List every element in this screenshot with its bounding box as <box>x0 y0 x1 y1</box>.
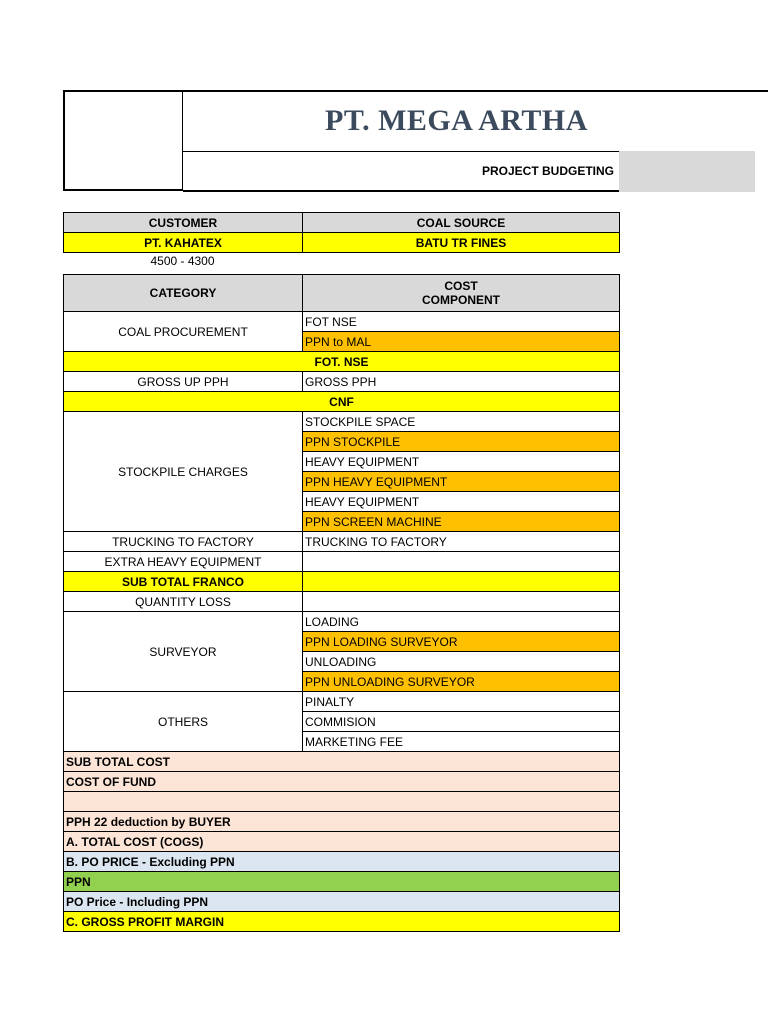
category-header: CATEGORY <box>64 275 303 312</box>
item-ppn-unloading-surveyor: PPN UNLOADING SURVEYOR <box>303 672 620 692</box>
item-fot-nse: FOT NSE <box>303 312 620 332</box>
item-ppn-stockpile: PPN STOCKPILE <box>303 432 620 452</box>
item-loading: LOADING <box>303 612 620 632</box>
cost-table <box>63 274 620 932</box>
item-extra-heavy-equipment-empty <box>303 552 620 572</box>
coal-spec: 4500 - 4300 <box>150 254 215 268</box>
cost-component-header <box>303 275 620 312</box>
item-pinalty: PINALTY <box>303 692 620 712</box>
row-po-price-excl: B. PO PRICE - Excluding PPN <box>64 852 620 872</box>
customer-header: CUSTOMER <box>64 213 303 233</box>
item-unloading: UNLOADING <box>303 652 620 672</box>
item-stockpile-space: STOCKPILE SPACE <box>303 412 620 432</box>
row-pph22: PPH 22 deduction by BUYER <box>64 812 620 832</box>
item-commision: COMMISION <box>303 712 620 732</box>
coal-source-header: COAL SOURCE <box>303 213 620 233</box>
cost-header-line2: COMPONENT <box>422 293 500 307</box>
customer-value: PT. KAHATEX <box>64 233 303 253</box>
row-sub-total-cost: SUB TOTAL COST <box>64 752 620 772</box>
item-heavy-equipment: HEAVY EQUIPMENT <box>303 452 620 472</box>
category-others: OTHERS <box>64 692 303 752</box>
category-gross-up-pph: GROSS UP PPH <box>64 372 303 392</box>
subtotal-fot-nse: FOT. NSE <box>64 352 620 372</box>
cost-header-line1: COST <box>444 279 478 293</box>
subtotal-cnf: CNF <box>64 392 620 412</box>
row-ppn: PPN <box>64 872 620 892</box>
project-budgeting-label: PROJECT BUDGETING <box>482 164 615 178</box>
row-blank <box>64 792 620 812</box>
category-coal-procurement: COAL PROCUREMENT <box>64 312 303 352</box>
logo-box <box>63 90 183 191</box>
row-po-price-incl: PO Price - Including PPN <box>64 892 620 912</box>
item-quantity-loss-empty <box>303 592 620 612</box>
category-trucking: TRUCKING TO FACTORY <box>64 532 303 552</box>
title-row <box>183 90 768 151</box>
subtotal-franco: SUB TOTAL FRANCO <box>64 572 303 592</box>
category-stockpile-charges: STOCKPILE CHARGES <box>64 412 303 532</box>
item-ppn-loading-surveyor: PPN LOADING SURVEYOR <box>303 632 620 652</box>
item-gross-pph: GROSS PPH <box>303 372 620 392</box>
item-ppn-to-mal: PPN to MAL <box>303 332 620 352</box>
item-ppn-screen-machine: PPN SCREEN MACHINE <box>303 512 620 532</box>
company-title: PT. MEGA ARTHA <box>325 104 588 137</box>
subtitle-row <box>183 151 619 192</box>
row-gross-profit-margin: C. GROSS PROFIT MARGIN <box>64 912 620 932</box>
subtitle-grey-fill <box>619 151 755 192</box>
category-quantity-loss: QUANTITY LOSS <box>64 592 303 612</box>
category-extra-heavy-equipment: EXTRA HEAVY EQUIPMENT <box>64 552 303 572</box>
customer-table <box>63 212 620 253</box>
category-surveyor: SURVEYOR <box>64 612 303 692</box>
item-heavy-equipment-2: HEAVY EQUIPMENT <box>303 492 620 512</box>
coal-source-value: BATU TR FINES <box>303 233 620 253</box>
row-total-cost: A. TOTAL COST (COGS) <box>64 832 620 852</box>
subtotal-franco-value <box>303 572 620 592</box>
item-trucking: TRUCKING TO FACTORY <box>303 532 620 552</box>
row-cost-of-fund: COST OF FUND <box>64 772 620 792</box>
item-marketing-fee: MARKETING FEE <box>303 732 620 752</box>
item-ppn-heavy-equipment: PPN HEAVY EQUIPMENT <box>303 472 620 492</box>
